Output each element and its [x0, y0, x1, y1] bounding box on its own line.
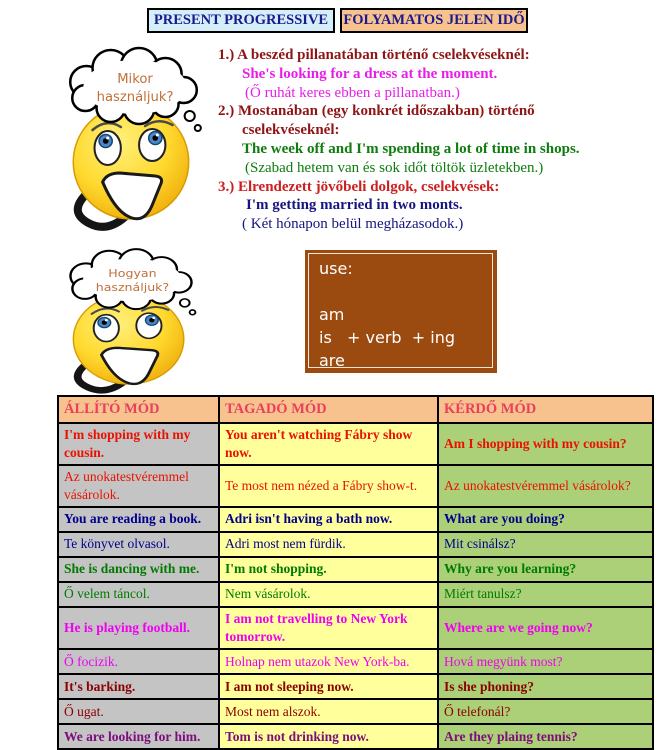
table-row: [58, 724, 653, 749]
table-cell: Am I shopping with my cousin?: [438, 423, 653, 465]
formula-box: [305, 250, 497, 373]
rule-line: She's looking for a dress at the moment.: [242, 65, 498, 82]
table-cell: It's barking.: [58, 674, 219, 699]
table-cell: I'm not shopping.: [219, 557, 438, 582]
table-row: [58, 582, 653, 607]
table-cell: I am not sleeping now.: [219, 674, 438, 699]
table-row: [58, 507, 653, 532]
table-cell: Adri isn't having a bath now.: [219, 507, 438, 532]
smiley-face-icon: [73, 105, 188, 227]
table-row: [58, 423, 653, 465]
table-cell: Miért tanulsz?: [438, 582, 653, 607]
rule-line: (Ő ruhát keres ebben a pillanatban.): [245, 84, 460, 101]
formula-line: is + verb + ing: [319, 328, 455, 347]
table-cell: Hová megyünk most?: [438, 649, 653, 674]
table-cell: Te könyvet olvasol.: [58, 532, 219, 557]
table-cell: Mit csinálsz?: [438, 532, 653, 557]
table-cell: Are they plaing tennis?: [438, 724, 653, 749]
table-cell: Az unokatestvéremmel vásárolok?: [438, 465, 653, 507]
table-cell: Te most nem nézed a Fábry show-t.: [219, 465, 438, 507]
table-cell: I'm shopping with my cousin.: [58, 423, 219, 465]
table-cell: Tom is not drinking now.: [219, 724, 438, 749]
thinking-smiley-when: [52, 44, 214, 234]
table-row: [58, 465, 653, 507]
rule-line: 1.) A beszéd pillanatában történő cselekvéseknél:: [218, 47, 530, 63]
rule-line: The week off and I'm spending a lot of time in shops.: [242, 140, 580, 157]
conjugation-table: [57, 395, 654, 750]
bubble-text-line2: használjuk?: [95, 281, 170, 294]
table-cell: Ő telefonál?: [438, 699, 653, 724]
bubble-text-line1: Mikor: [117, 72, 153, 87]
table-row: [58, 699, 653, 724]
table-header-cell: ÁLLÍTÓ MÓD: [58, 396, 219, 423]
table-cell: Ő ugat.: [58, 699, 219, 724]
rule-line: ( Két hónapon belül megházasodok.): [242, 216, 464, 233]
formula-line: are: [319, 351, 345, 370]
smiley-face-icon: [73, 294, 183, 390]
table-cell: Ő velem táncol.: [58, 582, 219, 607]
table-cell: She is dancing with me.: [58, 557, 219, 582]
title-hungarian: FOLYAMATOS JELEN IDŐ: [340, 8, 528, 33]
bubble-text-line2: használjuk?: [96, 90, 174, 105]
rule-line: (Szabad hetem van és sok időt töltök üzletekben.): [245, 159, 544, 176]
table-row: [58, 532, 653, 557]
table-cell: You aren't watching Fábry show now.: [219, 423, 438, 465]
rule-line: 3.) Elrendezett jövőbeli dolgok, cselekvések:: [218, 178, 500, 195]
table-row: [58, 674, 653, 699]
table-cell: Why are you learning?: [438, 557, 653, 582]
table-header-cell: KÉRDŐ MÓD: [438, 396, 653, 423]
table-cell: He is playing football.: [58, 607, 219, 649]
formula-line: use:: [319, 259, 353, 278]
usage-rules-list: [218, 46, 654, 234]
table-row: [58, 557, 653, 582]
table-cell: Az unokatestvéremmel vásárolok.: [58, 465, 219, 507]
table-cell: You are reading a book.: [58, 507, 219, 532]
rule-line: I'm getting married in two monts.: [246, 197, 463, 214]
table-cell: Is she phoning?: [438, 674, 653, 699]
table-cell: I am not travelling to New York tomorrow.: [219, 607, 438, 649]
thinking-smiley-how: [53, 246, 208, 396]
rule-line: 2.) Mostanában (egy konkrét időszakban) történő: [218, 103, 535, 120]
table-header-cell: TAGADÓ MÓD: [219, 396, 438, 423]
title-english: PRESENT PROGRESSIVE: [147, 8, 335, 33]
table-row: [58, 649, 653, 674]
table-cell: Holnap nem utazok New York-ba.: [219, 649, 438, 674]
table-cell: Nem vásárolok.: [219, 582, 438, 607]
formula-line: [319, 280, 497, 303]
formula-line: am: [319, 305, 345, 324]
table-cell: Ő focizik.: [58, 649, 219, 674]
rule-line: cselekvéseknél:: [242, 122, 340, 139]
table-cell: Adri most nem fürdik.: [219, 532, 438, 557]
table-cell: What are you doing?: [438, 507, 653, 532]
table-header-row: [58, 396, 653, 423]
table-row: [58, 607, 653, 649]
table-cell: Where are we going now?: [438, 607, 653, 649]
table-cell: Most nem alszok.: [219, 699, 438, 724]
table-cell: We are looking for him.: [58, 724, 219, 749]
bubble-text-line1: Hogyan: [108, 266, 157, 280]
